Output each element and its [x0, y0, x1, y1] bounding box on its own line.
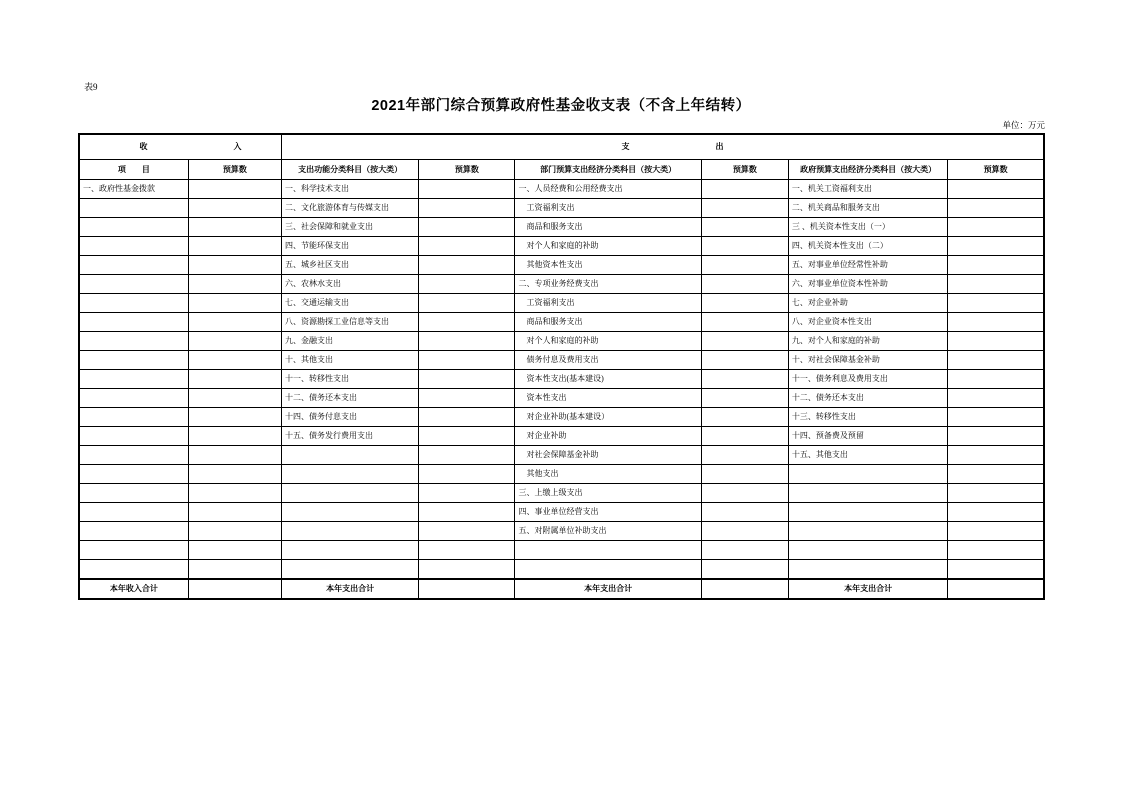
gov-econ-item-cell: 五、对事业单位经常性补助	[788, 256, 947, 275]
income-total-value	[188, 579, 281, 599]
income-item-cell	[79, 313, 188, 332]
col-header-functional-class: 支出功能分类科目（按大类）	[281, 160, 418, 180]
gov-econ-item-cell: 二、机关商品和服务支出	[788, 199, 947, 218]
dept-econ-budget-cell	[701, 294, 788, 313]
income-budget-cell	[188, 370, 281, 389]
gov-econ-budget-cell	[948, 560, 1044, 580]
gov-econ-item-cell	[788, 484, 947, 503]
col-header-gov-econ-class: 政府预算支出经济分类科目（按大类）	[788, 160, 947, 180]
table-row	[79, 370, 1044, 389]
dept-econ-item-cell: 其他资本性支出	[515, 256, 701, 275]
expenditure-total-value	[419, 579, 515, 599]
table-row	[79, 351, 1044, 370]
gov-econ-item-cell: 八、对企业资本性支出	[788, 313, 947, 332]
gov-econ-item-cell: 六、对事业单位资本性补助	[788, 275, 947, 294]
income-item-cell	[79, 294, 188, 313]
income-item-cell: 一、政府性基金拨款	[79, 180, 188, 199]
functional-budget-cell	[419, 180, 515, 199]
table-row	[79, 237, 1044, 256]
table-row	[79, 446, 1044, 465]
col-header-budget: 预算数	[701, 160, 788, 180]
functional-budget-cell	[419, 332, 515, 351]
gov-econ-item-cell	[788, 560, 947, 580]
table-row	[79, 218, 1044, 237]
functional-item-cell: 八、资源勘探工业信息等支出	[281, 313, 418, 332]
income-budget-cell	[188, 199, 281, 218]
dept-econ-budget-cell	[701, 218, 788, 237]
gov-econ-item-cell: 十、对社会保障基金补助	[788, 351, 947, 370]
functional-budget-cell	[419, 389, 515, 408]
dept-econ-item-cell: 商品和服务支出	[515, 218, 701, 237]
gov-econ-budget-cell	[948, 389, 1044, 408]
gov-econ-budget-cell	[948, 370, 1044, 389]
table-row	[79, 541, 1044, 560]
gov-econ-budget-cell	[948, 294, 1044, 313]
expenditure-total-value	[948, 579, 1044, 599]
income-budget-cell	[188, 541, 281, 560]
income-item-cell	[79, 522, 188, 541]
dept-econ-item-cell: 对个人和家庭的补助	[515, 332, 701, 351]
gov-econ-item-cell: 十四、预备费及预留	[788, 427, 947, 446]
gov-econ-budget-cell	[948, 256, 1044, 275]
expenditure-total-label: 本年支出合计	[515, 579, 701, 599]
income-item-cell	[79, 446, 188, 465]
gov-econ-item-cell: 九、对个人和家庭的补助	[788, 332, 947, 351]
expenditure-total-value	[701, 579, 788, 599]
gov-econ-item-cell	[788, 465, 947, 484]
gov-econ-budget-cell	[948, 541, 1044, 560]
income-item-cell	[79, 256, 188, 275]
functional-item-cell	[281, 560, 418, 580]
income-budget-cell	[188, 256, 281, 275]
functional-item-cell: 六、农林水支出	[281, 275, 418, 294]
dept-econ-budget-cell	[701, 541, 788, 560]
dept-econ-item-cell: 商品和服务支出	[515, 313, 701, 332]
dept-econ-item-cell: 债务付息及费用支出	[515, 351, 701, 370]
table-row	[79, 522, 1044, 541]
income-item-cell	[79, 484, 188, 503]
income-total-label: 本年收入合计	[79, 579, 188, 599]
income-header-char: 收	[139, 142, 148, 151]
functional-item-cell	[281, 541, 418, 560]
expenditure-header-char: 支	[621, 142, 630, 151]
income-item-cell	[79, 370, 188, 389]
functional-budget-cell	[419, 427, 515, 446]
income-budget-cell	[188, 351, 281, 370]
functional-item-cell	[281, 503, 418, 522]
dept-econ-budget-cell	[701, 237, 788, 256]
gov-econ-budget-cell	[948, 332, 1044, 351]
dept-econ-budget-cell	[701, 389, 788, 408]
gov-econ-budget-cell	[948, 522, 1044, 541]
functional-budget-cell	[419, 275, 515, 294]
income-item-cell	[79, 427, 188, 446]
gov-econ-budget-cell	[948, 313, 1044, 332]
functional-budget-cell	[419, 465, 515, 484]
functional-item-cell: 九、金融支出	[281, 332, 418, 351]
income-budget-cell	[188, 503, 281, 522]
gov-econ-budget-cell	[948, 237, 1044, 256]
dept-econ-item-cell: 其他支出	[515, 465, 701, 484]
dept-econ-budget-cell	[701, 484, 788, 503]
dept-econ-budget-cell	[701, 370, 788, 389]
table-row	[79, 560, 1044, 580]
income-budget-cell	[188, 237, 281, 256]
functional-budget-cell	[419, 408, 515, 427]
dept-econ-item-cell: 工资福利支出	[515, 199, 701, 218]
expenditure-header-char: 出	[715, 142, 724, 151]
functional-budget-cell	[419, 294, 515, 313]
expenditure-section-header	[281, 134, 1044, 160]
gov-econ-budget-cell	[948, 199, 1044, 218]
income-item-cell	[79, 389, 188, 408]
income-item-cell	[79, 275, 188, 294]
dept-econ-item-cell: 对社会保障基金补助	[515, 446, 701, 465]
functional-budget-cell	[419, 522, 515, 541]
income-item-cell	[79, 237, 188, 256]
section-header-row	[79, 134, 1044, 160]
dept-econ-item-cell: 工资福利支出	[515, 294, 701, 313]
totals-row	[79, 579, 1044, 599]
column-header-row	[79, 160, 1044, 180]
functional-budget-cell	[419, 218, 515, 237]
dept-econ-budget-cell	[701, 313, 788, 332]
functional-budget-cell	[419, 313, 515, 332]
income-budget-cell	[188, 218, 281, 237]
income-item-cell	[79, 503, 188, 522]
budget-table	[78, 133, 1045, 600]
col-header-dept-econ-class: 部门预算支出经济分类科目（按大类）	[515, 160, 701, 180]
functional-item-cell: 十一、转移性支出	[281, 370, 418, 389]
dept-econ-item-cell: 二、专项业务经费支出	[515, 275, 701, 294]
dept-econ-budget-cell	[701, 408, 788, 427]
income-budget-cell	[188, 484, 281, 503]
gov-econ-item-cell: 三 、机关资本性支出（一）	[788, 218, 947, 237]
functional-budget-cell	[419, 541, 515, 560]
functional-budget-cell	[419, 237, 515, 256]
functional-budget-cell	[419, 199, 515, 218]
functional-budget-cell	[419, 256, 515, 275]
income-item-cell	[79, 218, 188, 237]
functional-item-cell: 七、交通运输支出	[281, 294, 418, 313]
gov-econ-item-cell: 十二、债务还本支出	[788, 389, 947, 408]
gov-econ-budget-cell	[948, 275, 1044, 294]
functional-item-cell: 十五、债务发行费用支出	[281, 427, 418, 446]
income-budget-cell	[188, 275, 281, 294]
table-row	[79, 199, 1044, 218]
income-budget-cell	[188, 446, 281, 465]
col-header-budget: 预算数	[188, 160, 281, 180]
functional-item-cell: 十二、债务还本支出	[281, 389, 418, 408]
gov-econ-item-cell: 十五、其他支出	[788, 446, 947, 465]
table-row	[79, 332, 1044, 351]
table-number-label: 表9	[84, 82, 98, 92]
gov-econ-item-cell: 十一、债务利息及费用支出	[788, 370, 947, 389]
functional-item-cell: 四、节能环保支出	[281, 237, 418, 256]
dept-econ-item-cell: 资本性支出	[515, 389, 701, 408]
col-header-item: 项 目	[79, 160, 188, 180]
gov-econ-budget-cell	[948, 427, 1044, 446]
functional-item-cell: 十、其他支出	[281, 351, 418, 370]
table-row	[79, 484, 1044, 503]
unit-note: 单位：万元	[1002, 120, 1045, 130]
income-budget-cell	[188, 389, 281, 408]
dept-econ-budget-cell	[701, 465, 788, 484]
gov-econ-budget-cell	[948, 218, 1044, 237]
gov-econ-budget-cell	[948, 180, 1044, 199]
income-section-header	[79, 134, 281, 160]
income-item-cell	[79, 408, 188, 427]
functional-item-cell: 三、社会保障和就业支出	[281, 218, 418, 237]
table-row	[79, 408, 1044, 427]
gov-econ-item-cell: 四、机关资本性支出（二）	[788, 237, 947, 256]
dept-econ-budget-cell	[701, 503, 788, 522]
income-budget-cell	[188, 465, 281, 484]
dept-econ-budget-cell	[701, 351, 788, 370]
functional-item-cell	[281, 484, 418, 503]
table-row	[79, 180, 1044, 199]
table-row	[79, 275, 1044, 294]
functional-item-cell	[281, 522, 418, 541]
dept-econ-item-cell: 一、人员经费和公用经费支出	[515, 180, 701, 199]
expenditure-total-label: 本年支出合计	[281, 579, 418, 599]
dept-econ-budget-cell	[701, 332, 788, 351]
income-item-cell	[79, 465, 188, 484]
functional-item-cell: 十四、债务付息支出	[281, 408, 418, 427]
dept-econ-item-cell	[515, 541, 701, 560]
income-budget-cell	[188, 180, 281, 199]
income-item-cell	[79, 332, 188, 351]
dept-econ-item-cell: 对企业补助(基本建设）	[515, 408, 701, 427]
gov-econ-item-cell	[788, 522, 947, 541]
dept-econ-item-cell: 五、对附属单位补助支出	[515, 522, 701, 541]
col-header-budget: 预算数	[948, 160, 1044, 180]
income-header-char: 入	[233, 142, 242, 151]
expenditure-total-label: 本年支出合计	[788, 579, 947, 599]
dept-econ-item-cell: 四、事业单位经营支出	[515, 503, 701, 522]
functional-item-cell: 一、科学技术支出	[281, 180, 418, 199]
dept-econ-budget-cell	[701, 446, 788, 465]
gov-econ-budget-cell	[948, 484, 1044, 503]
functional-budget-cell	[419, 484, 515, 503]
table-row	[79, 256, 1044, 275]
page-title: 2021年部门综合预算政府性基金收支表（不含上年结转）	[371, 98, 751, 114]
dept-econ-budget-cell	[701, 275, 788, 294]
income-budget-cell	[188, 408, 281, 427]
dept-econ-item-cell: 三、上缴上级支出	[515, 484, 701, 503]
functional-item-cell	[281, 446, 418, 465]
dept-econ-item-cell: 资本性支出(基本建设)	[515, 370, 701, 389]
gov-econ-item-cell	[788, 503, 947, 522]
income-budget-cell	[188, 332, 281, 351]
income-budget-cell	[188, 294, 281, 313]
functional-budget-cell	[419, 503, 515, 522]
table-row	[79, 294, 1044, 313]
table-row	[79, 427, 1044, 446]
income-item-cell	[79, 199, 188, 218]
functional-item-cell	[281, 465, 418, 484]
dept-econ-item-cell: 对个人和家庭的补助	[515, 237, 701, 256]
income-item-cell	[79, 351, 188, 370]
functional-budget-cell	[419, 370, 515, 389]
gov-econ-budget-cell	[948, 351, 1044, 370]
col-header-budget: 预算数	[419, 160, 515, 180]
income-budget-cell	[188, 427, 281, 446]
dept-econ-item-cell	[515, 560, 701, 580]
table-row	[79, 313, 1044, 332]
income-budget-cell	[188, 560, 281, 580]
gov-econ-budget-cell	[948, 503, 1044, 522]
dept-econ-budget-cell	[701, 256, 788, 275]
gov-econ-item-cell: 一、机关工资福利支出	[788, 180, 947, 199]
income-budget-cell	[188, 313, 281, 332]
dept-econ-budget-cell	[701, 180, 788, 199]
gov-econ-budget-cell	[948, 465, 1044, 484]
gov-econ-budget-cell	[948, 408, 1044, 427]
income-budget-cell	[188, 522, 281, 541]
dept-econ-budget-cell	[701, 522, 788, 541]
income-item-cell	[79, 560, 188, 580]
functional-item-cell: 二、文化旅游体育与传媒支出	[281, 199, 418, 218]
functional-budget-cell	[419, 560, 515, 580]
gov-econ-item-cell	[788, 541, 947, 560]
gov-econ-budget-cell	[948, 446, 1044, 465]
table-row	[79, 389, 1044, 408]
dept-econ-item-cell: 对企业补助	[515, 427, 701, 446]
table-row	[79, 503, 1044, 522]
gov-econ-item-cell: 十三、转移性支出	[788, 408, 947, 427]
functional-budget-cell	[419, 446, 515, 465]
gov-econ-item-cell: 七、对企业补助	[788, 294, 947, 313]
dept-econ-budget-cell	[701, 560, 788, 580]
income-item-cell	[79, 541, 188, 560]
functional-budget-cell	[419, 351, 515, 370]
dept-econ-budget-cell	[701, 199, 788, 218]
dept-econ-budget-cell	[701, 427, 788, 446]
functional-item-cell: 五、城乡社区支出	[281, 256, 418, 275]
table-row	[79, 465, 1044, 484]
